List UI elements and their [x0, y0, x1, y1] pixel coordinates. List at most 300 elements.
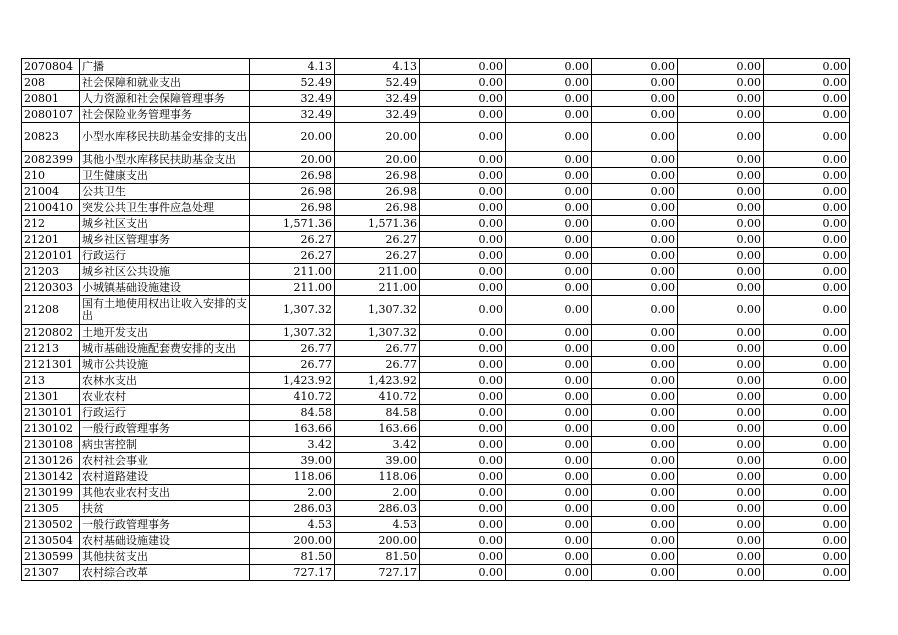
other-income-cell: 0.00: [764, 123, 850, 152]
business-income-cell: 0.00: [678, 421, 764, 437]
business-income-cell: 0.00: [678, 373, 764, 389]
other-income-cell: 0.00: [764, 549, 850, 565]
subject-code-cell: 213: [22, 373, 80, 389]
other-income-cell: 0.00: [764, 485, 850, 501]
table-row: [22, 389, 850, 405]
subject-code-cell: 2100410: [22, 200, 80, 216]
total-amount-cell: 4.13: [250, 59, 335, 75]
other-income-cell: 0.00: [764, 373, 850, 389]
total-amount-cell: 1,571.36: [250, 216, 335, 232]
fiscal-special-cell: 0.00: [592, 437, 678, 453]
subject-name-cell: 扶贫: [80, 501, 250, 517]
total-amount-cell: 163.66: [250, 421, 335, 437]
table-row: [22, 325, 850, 341]
state-capital-cell: 0.00: [506, 517, 592, 533]
fiscal-special-cell: 0.00: [592, 59, 678, 75]
subject-code-cell: 208: [22, 75, 80, 91]
fund-budget-cell: 0.00: [420, 533, 506, 549]
fiscal-special-cell: 0.00: [592, 501, 678, 517]
subject-code-cell: 2120303: [22, 280, 80, 296]
state-capital-cell: 0.00: [506, 107, 592, 123]
fund-budget-cell: 0.00: [420, 389, 506, 405]
table-row: [22, 123, 850, 152]
subject-name-cell: 城市基础设施配套费安排的支出: [80, 341, 250, 357]
fiscal-special-cell: 0.00: [592, 264, 678, 280]
fiscal-special-cell: 0.00: [592, 533, 678, 549]
business-income-cell: 0.00: [678, 296, 764, 325]
total-amount-cell: 118.06: [250, 469, 335, 485]
business-income-cell: 0.00: [678, 200, 764, 216]
other-income-cell: 0.00: [764, 437, 850, 453]
other-income-cell: 0.00: [764, 280, 850, 296]
state-capital-cell: 0.00: [506, 59, 592, 75]
subject-name-cell: 社会保险业务管理事务: [80, 107, 250, 123]
table-row: [22, 280, 850, 296]
general-budget-cell: 20.00: [335, 123, 420, 152]
table-row: [22, 152, 850, 168]
total-amount-cell: 84.58: [250, 405, 335, 421]
business-income-cell: 0.00: [678, 517, 764, 533]
table-row: [22, 405, 850, 421]
general-budget-cell: 211.00: [335, 264, 420, 280]
other-income-cell: 0.00: [764, 501, 850, 517]
state-capital-cell: 0.00: [506, 357, 592, 373]
subject-name-cell: 小城镇基础设施建设: [80, 280, 250, 296]
subject-name-cell: 城市公共设施: [80, 357, 250, 373]
fund-budget-cell: 0.00: [420, 325, 506, 341]
state-capital-cell: 0.00: [506, 341, 592, 357]
subject-code-cell: 21004: [22, 184, 80, 200]
subject-name-cell: 一般行政管理事务: [80, 517, 250, 533]
table-row: [22, 533, 850, 549]
business-income-cell: 0.00: [678, 341, 764, 357]
general-budget-cell: 4.13: [335, 59, 420, 75]
fund-budget-cell: 0.00: [420, 501, 506, 517]
state-capital-cell: 0.00: [506, 565, 592, 581]
subject-name-cell: 城乡社区管理事务: [80, 232, 250, 248]
fiscal-special-cell: 0.00: [592, 565, 678, 581]
fiscal-special-cell: 0.00: [592, 421, 678, 437]
business-income-cell: 0.00: [678, 168, 764, 184]
general-budget-cell: 84.58: [335, 405, 420, 421]
total-amount-cell: 3.42: [250, 437, 335, 453]
subject-code-cell: 2120101: [22, 248, 80, 264]
total-amount-cell: 286.03: [250, 501, 335, 517]
business-income-cell: 0.00: [678, 437, 764, 453]
subject-name-cell: 农林水支出: [80, 373, 250, 389]
general-budget-cell: 26.27: [335, 248, 420, 264]
total-amount-cell: 1,307.32: [250, 296, 335, 325]
fiscal-special-cell: 0.00: [592, 168, 678, 184]
total-amount-cell: 32.49: [250, 91, 335, 107]
total-amount-cell: 81.50: [250, 549, 335, 565]
total-amount-cell: 32.49: [250, 107, 335, 123]
fiscal-special-cell: 0.00: [592, 325, 678, 341]
fund-budget-cell: 0.00: [420, 296, 506, 325]
subject-name-cell: 病虫害控制: [80, 437, 250, 453]
business-income-cell: 0.00: [678, 59, 764, 75]
subject-name-cell: 农村基础设施建设: [80, 533, 250, 549]
total-amount-cell: 26.98: [250, 168, 335, 184]
state-capital-cell: 0.00: [506, 437, 592, 453]
general-budget-cell: 2.00: [335, 485, 420, 501]
business-income-cell: 0.00: [678, 549, 764, 565]
total-amount-cell: 20.00: [250, 152, 335, 168]
subject-code-cell: 21208: [22, 296, 80, 325]
subject-code-cell: 21307: [22, 565, 80, 581]
total-amount-cell: 26.98: [250, 184, 335, 200]
fiscal-special-cell: 0.00: [592, 91, 678, 107]
fund-budget-cell: 0.00: [420, 517, 506, 533]
table-row: [22, 91, 850, 107]
subject-code-cell: 2130101: [22, 405, 80, 421]
state-capital-cell: 0.00: [506, 549, 592, 565]
state-capital-cell: 0.00: [506, 485, 592, 501]
subject-code-cell: 2120802: [22, 325, 80, 341]
table-row: [22, 453, 850, 469]
general-budget-cell: 3.42: [335, 437, 420, 453]
other-income-cell: 0.00: [764, 565, 850, 581]
general-budget-cell: 4.53: [335, 517, 420, 533]
total-amount-cell: 727.17: [250, 565, 335, 581]
fund-budget-cell: 0.00: [420, 469, 506, 485]
fiscal-special-cell: 0.00: [592, 216, 678, 232]
fund-budget-cell: 0.00: [420, 75, 506, 91]
total-amount-cell: 26.77: [250, 341, 335, 357]
table-row: [22, 373, 850, 389]
general-budget-cell: 26.98: [335, 184, 420, 200]
subject-name-cell: 农村社会事业: [80, 453, 250, 469]
other-income-cell: 0.00: [764, 325, 850, 341]
state-capital-cell: 0.00: [506, 152, 592, 168]
subject-name-cell: 社会保障和就业支出: [80, 75, 250, 91]
table-row: [22, 485, 850, 501]
business-income-cell: 0.00: [678, 91, 764, 107]
total-amount-cell: 26.98: [250, 200, 335, 216]
subject-code-cell: 2082399: [22, 152, 80, 168]
state-capital-cell: 0.00: [506, 75, 592, 91]
subject-code-cell: 2130102: [22, 421, 80, 437]
other-income-cell: 0.00: [764, 152, 850, 168]
other-income-cell: 0.00: [764, 469, 850, 485]
total-amount-cell: 26.77: [250, 357, 335, 373]
subject-name-cell: 公共卫生: [80, 184, 250, 200]
subject-name-cell: 突发公共卫生事件应急处理: [80, 200, 250, 216]
total-amount-cell: 26.27: [250, 232, 335, 248]
general-budget-cell: 286.03: [335, 501, 420, 517]
table-row: [22, 59, 850, 75]
table-row: [22, 565, 850, 581]
table-row: [22, 107, 850, 123]
fiscal-special-cell: 0.00: [592, 75, 678, 91]
table-row: [22, 469, 850, 485]
subject-code-cell: 20823: [22, 123, 80, 152]
other-income-cell: 0.00: [764, 107, 850, 123]
business-income-cell: 0.00: [678, 453, 764, 469]
state-capital-cell: 0.00: [506, 280, 592, 296]
other-income-cell: 0.00: [764, 216, 850, 232]
fund-budget-cell: 0.00: [420, 485, 506, 501]
other-income-cell: 0.00: [764, 264, 850, 280]
business-income-cell: 0.00: [678, 325, 764, 341]
state-capital-cell: 0.00: [506, 501, 592, 517]
fiscal-special-cell: 0.00: [592, 123, 678, 152]
total-amount-cell: 39.00: [250, 453, 335, 469]
general-budget-cell: 26.98: [335, 200, 420, 216]
subject-name-cell: 行政运行: [80, 248, 250, 264]
general-budget-cell: 118.06: [335, 469, 420, 485]
total-amount-cell: 4.53: [250, 517, 335, 533]
other-income-cell: 0.00: [764, 75, 850, 91]
other-income-cell: 0.00: [764, 232, 850, 248]
fund-budget-cell: 0.00: [420, 565, 506, 581]
general-budget-cell: 1,307.32: [335, 325, 420, 341]
other-income-cell: 0.00: [764, 453, 850, 469]
general-budget-cell: 1,423.92: [335, 373, 420, 389]
state-capital-cell: 0.00: [506, 248, 592, 264]
other-income-cell: 0.00: [764, 91, 850, 107]
subject-code-cell: 21203: [22, 264, 80, 280]
subject-code-cell: 2070804: [22, 59, 80, 75]
business-income-cell: 0.00: [678, 264, 764, 280]
general-budget-cell: 26.98: [335, 168, 420, 184]
fund-budget-cell: 0.00: [420, 216, 506, 232]
subject-code-cell: 210: [22, 168, 80, 184]
business-income-cell: 0.00: [678, 216, 764, 232]
state-capital-cell: 0.00: [506, 389, 592, 405]
fund-budget-cell: 0.00: [420, 437, 506, 453]
table-row: [22, 168, 850, 184]
total-amount-cell: 1,423.92: [250, 373, 335, 389]
business-income-cell: 0.00: [678, 533, 764, 549]
table-row: [22, 200, 850, 216]
subject-name-cell: 城乡社区公共设施: [80, 264, 250, 280]
subject-name-cell: 其他扶贫支出: [80, 549, 250, 565]
state-capital-cell: 0.00: [506, 453, 592, 469]
table-row: [22, 248, 850, 264]
fiscal-special-cell: 0.00: [592, 248, 678, 264]
business-income-cell: 0.00: [678, 485, 764, 501]
subject-code-cell: 2121301: [22, 357, 80, 373]
general-budget-cell: 163.66: [335, 421, 420, 437]
total-amount-cell: 1,307.32: [250, 325, 335, 341]
subject-code-cell: 21301: [22, 389, 80, 405]
subject-name-cell: 一般行政管理事务: [80, 421, 250, 437]
total-amount-cell: 410.72: [250, 389, 335, 405]
fund-budget-cell: 0.00: [420, 248, 506, 264]
fiscal-special-cell: 0.00: [592, 469, 678, 485]
table-row: [22, 296, 850, 325]
fund-budget-cell: 0.00: [420, 341, 506, 357]
subject-name-cell: 卫生健康支出: [80, 168, 250, 184]
fiscal-special-cell: 0.00: [592, 453, 678, 469]
budget-expenditure-table: [21, 58, 850, 581]
general-budget-cell: 1,571.36: [335, 216, 420, 232]
other-income-cell: 0.00: [764, 357, 850, 373]
table-row: [22, 421, 850, 437]
subject-name-cell: 土地开发支出: [80, 325, 250, 341]
total-amount-cell: 211.00: [250, 264, 335, 280]
other-income-cell: 0.00: [764, 168, 850, 184]
subject-name-cell: 小型水库移民扶助基金安排的支出: [80, 123, 250, 152]
fiscal-special-cell: 0.00: [592, 341, 678, 357]
business-income-cell: 0.00: [678, 565, 764, 581]
general-budget-cell: 39.00: [335, 453, 420, 469]
subject-code-cell: 21201: [22, 232, 80, 248]
fiscal-special-cell: 0.00: [592, 373, 678, 389]
other-income-cell: 0.00: [764, 341, 850, 357]
business-income-cell: 0.00: [678, 232, 764, 248]
subject-name-cell: 行政运行: [80, 405, 250, 421]
subject-code-cell: 21305: [22, 501, 80, 517]
business-income-cell: 0.00: [678, 389, 764, 405]
general-budget-cell: 32.49: [335, 107, 420, 123]
fund-budget-cell: 0.00: [420, 405, 506, 421]
fund-budget-cell: 0.00: [420, 357, 506, 373]
state-capital-cell: 0.00: [506, 232, 592, 248]
subject-name-cell: 广播: [80, 59, 250, 75]
state-capital-cell: 0.00: [506, 168, 592, 184]
business-income-cell: 0.00: [678, 280, 764, 296]
subject-code-cell: 2130126: [22, 453, 80, 469]
subject-code-cell: 2130142: [22, 469, 80, 485]
fund-budget-cell: 0.00: [420, 152, 506, 168]
fund-budget-cell: 0.00: [420, 91, 506, 107]
fiscal-special-cell: 0.00: [592, 357, 678, 373]
general-budget-cell: 32.49: [335, 91, 420, 107]
total-amount-cell: 211.00: [250, 280, 335, 296]
business-income-cell: 0.00: [678, 357, 764, 373]
business-income-cell: 0.00: [678, 501, 764, 517]
state-capital-cell: 0.00: [506, 184, 592, 200]
total-amount-cell: 2.00: [250, 485, 335, 501]
general-budget-cell: 26.77: [335, 357, 420, 373]
other-income-cell: 0.00: [764, 59, 850, 75]
other-income-cell: 0.00: [764, 421, 850, 437]
fund-budget-cell: 0.00: [420, 123, 506, 152]
fiscal-special-cell: 0.00: [592, 517, 678, 533]
fund-budget-cell: 0.00: [420, 184, 506, 200]
subject-name-cell: 城乡社区支出: [80, 216, 250, 232]
fiscal-special-cell: 0.00: [592, 152, 678, 168]
other-income-cell: 0.00: [764, 533, 850, 549]
table-row: [22, 357, 850, 373]
subject-name-cell: 国有土地使用权出让收入安排的支出: [80, 296, 250, 325]
fiscal-special-cell: 0.00: [592, 184, 678, 200]
other-income-cell: 0.00: [764, 248, 850, 264]
subject-name-cell: 农村综合改革: [80, 565, 250, 581]
general-budget-cell: 727.17: [335, 565, 420, 581]
subject-code-cell: 2130199: [22, 485, 80, 501]
fund-budget-cell: 0.00: [420, 59, 506, 75]
business-income-cell: 0.00: [678, 405, 764, 421]
table-row: [22, 549, 850, 565]
fiscal-special-cell: 0.00: [592, 389, 678, 405]
state-capital-cell: 0.00: [506, 421, 592, 437]
general-budget-cell: 52.49: [335, 75, 420, 91]
fiscal-special-cell: 0.00: [592, 200, 678, 216]
business-income-cell: 0.00: [678, 248, 764, 264]
table-row: [22, 232, 850, 248]
other-income-cell: 0.00: [764, 517, 850, 533]
fund-budget-cell: 0.00: [420, 232, 506, 248]
fund-budget-cell: 0.00: [420, 280, 506, 296]
fiscal-special-cell: 0.00: [592, 107, 678, 123]
state-capital-cell: 0.00: [506, 123, 592, 152]
table-row: [22, 75, 850, 91]
fund-budget-cell: 0.00: [420, 453, 506, 469]
other-income-cell: 0.00: [764, 184, 850, 200]
fund-budget-cell: 0.00: [420, 107, 506, 123]
other-income-cell: 0.00: [764, 200, 850, 216]
general-budget-cell: 26.77: [335, 341, 420, 357]
table-row: [22, 437, 850, 453]
subject-code-cell: 212: [22, 216, 80, 232]
state-capital-cell: 0.00: [506, 533, 592, 549]
fund-budget-cell: 0.00: [420, 264, 506, 280]
fiscal-special-cell: 0.00: [592, 296, 678, 325]
general-budget-cell: 81.50: [335, 549, 420, 565]
other-income-cell: 0.00: [764, 405, 850, 421]
table-row: [22, 341, 850, 357]
state-capital-cell: 0.00: [506, 405, 592, 421]
state-capital-cell: 0.00: [506, 296, 592, 325]
business-income-cell: 0.00: [678, 75, 764, 91]
total-amount-cell: 52.49: [250, 75, 335, 91]
general-budget-cell: 211.00: [335, 280, 420, 296]
table-body: [22, 59, 850, 581]
business-income-cell: 0.00: [678, 123, 764, 152]
subject-code-cell: 2080107: [22, 107, 80, 123]
fiscal-special-cell: 0.00: [592, 549, 678, 565]
general-budget-cell: 410.72: [335, 389, 420, 405]
state-capital-cell: 0.00: [506, 373, 592, 389]
table-row: [22, 517, 850, 533]
table-row: [22, 184, 850, 200]
general-budget-cell: 20.00: [335, 152, 420, 168]
general-budget-cell: 1,307.32: [335, 296, 420, 325]
other-income-cell: 0.00: [764, 296, 850, 325]
subject-name-cell: 农业农村: [80, 389, 250, 405]
subject-code-cell: 2130502: [22, 517, 80, 533]
state-capital-cell: 0.00: [506, 264, 592, 280]
subject-code-cell: 2130108: [22, 437, 80, 453]
subject-name-cell: 其他农业农村支出: [80, 485, 250, 501]
table-row: [22, 216, 850, 232]
state-capital-cell: 0.00: [506, 91, 592, 107]
total-amount-cell: 20.00: [250, 123, 335, 152]
fund-budget-cell: 0.00: [420, 168, 506, 184]
subject-name-cell: 其他小型水库移民扶助基金支出: [80, 152, 250, 168]
business-income-cell: 0.00: [678, 107, 764, 123]
table-row: [22, 264, 850, 280]
fiscal-special-cell: 0.00: [592, 232, 678, 248]
total-amount-cell: 26.27: [250, 248, 335, 264]
business-income-cell: 0.00: [678, 152, 764, 168]
general-budget-cell: 26.27: [335, 232, 420, 248]
subject-code-cell: 2130599: [22, 549, 80, 565]
subject-code-cell: 20801: [22, 91, 80, 107]
business-income-cell: 0.00: [678, 184, 764, 200]
state-capital-cell: 0.00: [506, 200, 592, 216]
other-income-cell: 0.00: [764, 389, 850, 405]
fiscal-special-cell: 0.00: [592, 485, 678, 501]
fiscal-special-cell: 0.00: [592, 280, 678, 296]
subject-name-cell: 人力资源和社会保障管理事务: [80, 91, 250, 107]
subject-name-cell: 农村道路建设: [80, 469, 250, 485]
state-capital-cell: 0.00: [506, 216, 592, 232]
fund-budget-cell: 0.00: [420, 373, 506, 389]
